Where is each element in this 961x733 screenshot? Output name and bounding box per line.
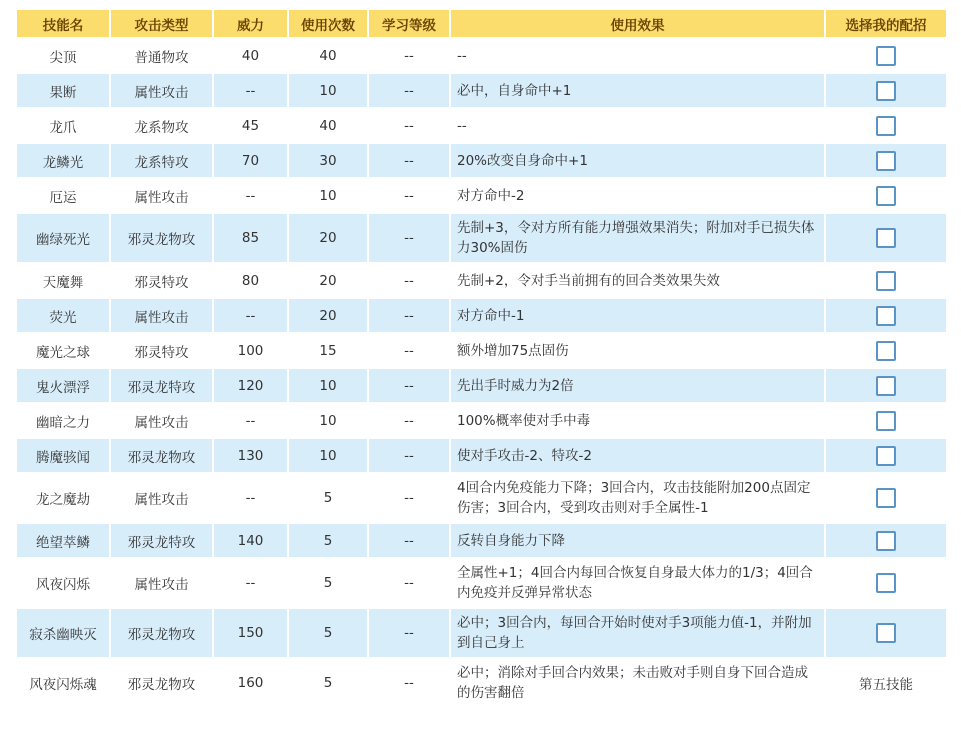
select-checkbox[interactable] — [876, 531, 896, 551]
effect-cell: -- — [451, 109, 824, 142]
skill-name-cell: 寂杀幽映灭 — [17, 609, 109, 657]
header-select: 选择我的配招 — [826, 10, 946, 37]
header-skill-name: 技能名 — [17, 10, 109, 37]
pp-cell: 10 — [289, 179, 367, 212]
skills-table — [15, 8, 948, 709]
attack-type-cell: 邪灵龙物攻 — [111, 609, 212, 657]
table-row — [17, 214, 946, 262]
power-cell: -- — [214, 404, 287, 437]
power-cell: 160 — [214, 659, 287, 707]
power-cell: -- — [214, 299, 287, 332]
select-checkbox[interactable] — [876, 46, 896, 66]
learn-level-cell: -- — [369, 144, 449, 177]
attack-type-cell: 属性攻击 — [111, 299, 212, 332]
attack-type-cell: 属性攻击 — [111, 179, 212, 212]
select-checkbox[interactable] — [876, 376, 896, 396]
power-cell: 80 — [214, 264, 287, 297]
pp-cell: 5 — [289, 659, 367, 707]
skill-name-cell: 果断 — [17, 74, 109, 107]
power-cell: 150 — [214, 609, 287, 657]
table-row — [17, 439, 946, 472]
power-cell: -- — [214, 559, 287, 607]
table-row — [17, 334, 946, 367]
skills-table-body — [17, 39, 946, 707]
effect-cell: 全属性+1；4回合内每回合恢复自身最大体力的1/3；4回合内免疫并反弹异常状态 — [451, 559, 824, 607]
attack-type-cell: 龙系特攻 — [111, 144, 212, 177]
skill-name-cell: 魔光之球 — [17, 334, 109, 367]
power-cell: 120 — [214, 369, 287, 402]
skill-name-cell: 尖顶 — [17, 39, 109, 72]
learn-level-cell: -- — [369, 214, 449, 262]
select-cell[interactable] — [826, 609, 946, 657]
table-row — [17, 144, 946, 177]
skill-name-cell: 腾魔骇闻 — [17, 439, 109, 472]
pp-cell: 10 — [289, 369, 367, 402]
effect-cell: 必中；消除对手回合内效果；未击败对手则自身下回合造成的伤害翻倍 — [451, 659, 824, 707]
pp-cell: 5 — [289, 524, 367, 557]
learn-level-cell: -- — [369, 559, 449, 607]
learn-level-cell: -- — [369, 474, 449, 522]
attack-type-cell: 属性攻击 — [111, 559, 212, 607]
effect-cell: -- — [451, 39, 824, 72]
pp-cell: 20 — [289, 299, 367, 332]
skill-name-cell: 鬼火漂浮 — [17, 369, 109, 402]
select-checkbox[interactable] — [876, 271, 896, 291]
effect-cell: 反转自身能力下降 — [451, 524, 824, 557]
table-row — [17, 559, 946, 607]
attack-type-cell: 邪灵龙特攻 — [111, 369, 212, 402]
table-row — [17, 659, 946, 707]
select-checkbox[interactable] — [876, 411, 896, 431]
select-cell[interactable] — [826, 439, 946, 472]
skill-name-cell: 天魔舞 — [17, 264, 109, 297]
select-cell[interactable] — [826, 179, 946, 212]
table-row — [17, 179, 946, 212]
power-cell: -- — [214, 474, 287, 522]
select-cell[interactable] — [826, 214, 946, 262]
pp-cell: 10 — [289, 74, 367, 107]
pp-cell: 5 — [289, 609, 367, 657]
select-cell[interactable] — [826, 39, 946, 72]
pp-cell: 10 — [289, 404, 367, 437]
select-checkbox[interactable] — [876, 151, 896, 171]
power-cell: 40 — [214, 39, 287, 72]
select-cell[interactable] — [826, 109, 946, 142]
header-attack-type: 攻击类型 — [111, 10, 212, 37]
power-cell: 85 — [214, 214, 287, 262]
select-checkbox[interactable] — [876, 306, 896, 326]
select-checkbox[interactable] — [876, 488, 896, 508]
table-row — [17, 474, 946, 522]
table-row — [17, 609, 946, 657]
pp-cell: 20 — [289, 264, 367, 297]
learn-level-cell: -- — [369, 264, 449, 297]
pp-cell: 15 — [289, 334, 367, 367]
table-row — [17, 39, 946, 72]
effect-cell: 100%概率使对手中毒 — [451, 404, 824, 437]
skill-name-cell: 厄运 — [17, 179, 109, 212]
table-row — [17, 74, 946, 107]
effect-cell: 先出手时威力为2倍 — [451, 369, 824, 402]
effect-cell: 4回合内免疫能力下降；3回合内，攻击技能附加200点固定伤害；3回合内，受到攻击则对手全属性-1 — [451, 474, 824, 522]
select-checkbox[interactable] — [876, 446, 896, 466]
power-cell: 100 — [214, 334, 287, 367]
table-row — [17, 109, 946, 142]
attack-type-cell: 邪灵龙特攻 — [111, 524, 212, 557]
power-cell: 140 — [214, 524, 287, 557]
attack-type-cell: 邪灵龙物攻 — [111, 659, 212, 707]
effect-cell: 先制+3，令对方所有能力增强效果消失；附加对手已损失体力30%固伤 — [451, 214, 824, 262]
header-row — [17, 10, 946, 37]
effect-cell: 必中；3回合内，每回合开始时使对手3项能力值-1，并附加到自己身上 — [451, 609, 824, 657]
learn-level-cell: -- — [369, 609, 449, 657]
attack-type-cell: 属性攻击 — [111, 404, 212, 437]
power-cell: 45 — [214, 109, 287, 142]
skill-name-cell: 荧光 — [17, 299, 109, 332]
attack-type-cell: 邪灵特攻 — [111, 264, 212, 297]
skill-name-cell: 龙爪 — [17, 109, 109, 142]
attack-type-cell: 邪灵龙物攻 — [111, 214, 212, 262]
attack-type-cell: 邪灵特攻 — [111, 334, 212, 367]
learn-level-cell: -- — [369, 74, 449, 107]
effect-cell: 20%改变自身命中+1 — [451, 144, 824, 177]
pp-cell: 5 — [289, 559, 367, 607]
effect-cell: 先制+2，令对手当前拥有的回合类效果失效 — [451, 264, 824, 297]
header-pp: 使用次数 — [289, 10, 367, 37]
pp-cell: 30 — [289, 144, 367, 177]
learn-level-cell: -- — [369, 334, 449, 367]
table-row — [17, 524, 946, 557]
effect-cell: 对方命中-2 — [451, 179, 824, 212]
learn-level-cell: -- — [369, 659, 449, 707]
select-checkbox[interactable] — [876, 186, 896, 206]
skill-name-cell: 龙鳞光 — [17, 144, 109, 177]
learn-level-cell: -- — [369, 109, 449, 142]
table-row — [17, 404, 946, 437]
effect-cell: 必中，自身命中+1 — [451, 74, 824, 107]
power-cell: 130 — [214, 439, 287, 472]
power-cell: 70 — [214, 144, 287, 177]
select-cell[interactable] — [826, 74, 946, 107]
select-cell[interactable] — [826, 474, 946, 522]
attack-type-cell: 普通物攻 — [111, 39, 212, 72]
effect-cell: 使对手攻击-2、特攻-2 — [451, 439, 824, 472]
select-checkbox[interactable] — [876, 81, 896, 101]
learn-level-cell: -- — [369, 524, 449, 557]
select-checkbox[interactable] — [876, 623, 896, 643]
skill-name-cell: 幽绿死光 — [17, 214, 109, 262]
pp-cell: 20 — [289, 214, 367, 262]
skill-name-cell: 幽暗之力 — [17, 404, 109, 437]
select-cell[interactable] — [826, 524, 946, 557]
learn-level-cell: -- — [369, 299, 449, 332]
pp-cell: 10 — [289, 439, 367, 472]
select-cell[interactable] — [826, 299, 946, 332]
skill-name-cell: 龙之魔劫 — [17, 474, 109, 522]
select-checkbox[interactable] — [876, 573, 896, 593]
header-effect: 使用效果 — [451, 10, 824, 37]
select-cell[interactable] — [826, 559, 946, 607]
table-row — [17, 299, 946, 332]
learn-level-cell: -- — [369, 439, 449, 472]
learn-level-cell: -- — [369, 404, 449, 437]
pp-cell: 5 — [289, 474, 367, 522]
skill-name-cell: 绝望萃鳞 — [17, 524, 109, 557]
learn-level-cell: -- — [369, 369, 449, 402]
attack-type-cell: 邪灵龙物攻 — [111, 439, 212, 472]
attack-type-cell: 属性攻击 — [111, 74, 212, 107]
select-checkbox[interactable] — [876, 116, 896, 136]
select-cell[interactable] — [826, 144, 946, 177]
select-cell[interactable] — [826, 264, 946, 297]
select-cell[interactable] — [826, 369, 946, 402]
select-checkbox[interactable] — [876, 228, 896, 248]
select-cell[interactable] — [826, 334, 946, 367]
skill-name-cell: 风夜闪烁魂 — [17, 659, 109, 707]
power-cell: -- — [214, 179, 287, 212]
header-power: 威力 — [214, 10, 287, 37]
learn-level-cell: -- — [369, 179, 449, 212]
attack-type-cell: 属性攻击 — [111, 474, 212, 522]
table-row — [17, 369, 946, 402]
select-cell[interactable] — [826, 404, 946, 437]
effect-cell: 额外增加75点固伤 — [451, 334, 824, 367]
table-row — [17, 264, 946, 297]
skill-name-cell: 风夜闪烁 — [17, 559, 109, 607]
power-cell: -- — [214, 74, 287, 107]
effect-cell: 对方命中-1 — [451, 299, 824, 332]
attack-type-cell: 龙系物攻 — [111, 109, 212, 142]
pp-cell: 40 — [289, 39, 367, 72]
select-cell: 第五技能 — [826, 659, 946, 707]
select-checkbox[interactable] — [876, 341, 896, 361]
header-learn-level: 学习等级 — [369, 10, 449, 37]
learn-level-cell: -- — [369, 39, 449, 72]
pp-cell: 40 — [289, 109, 367, 142]
